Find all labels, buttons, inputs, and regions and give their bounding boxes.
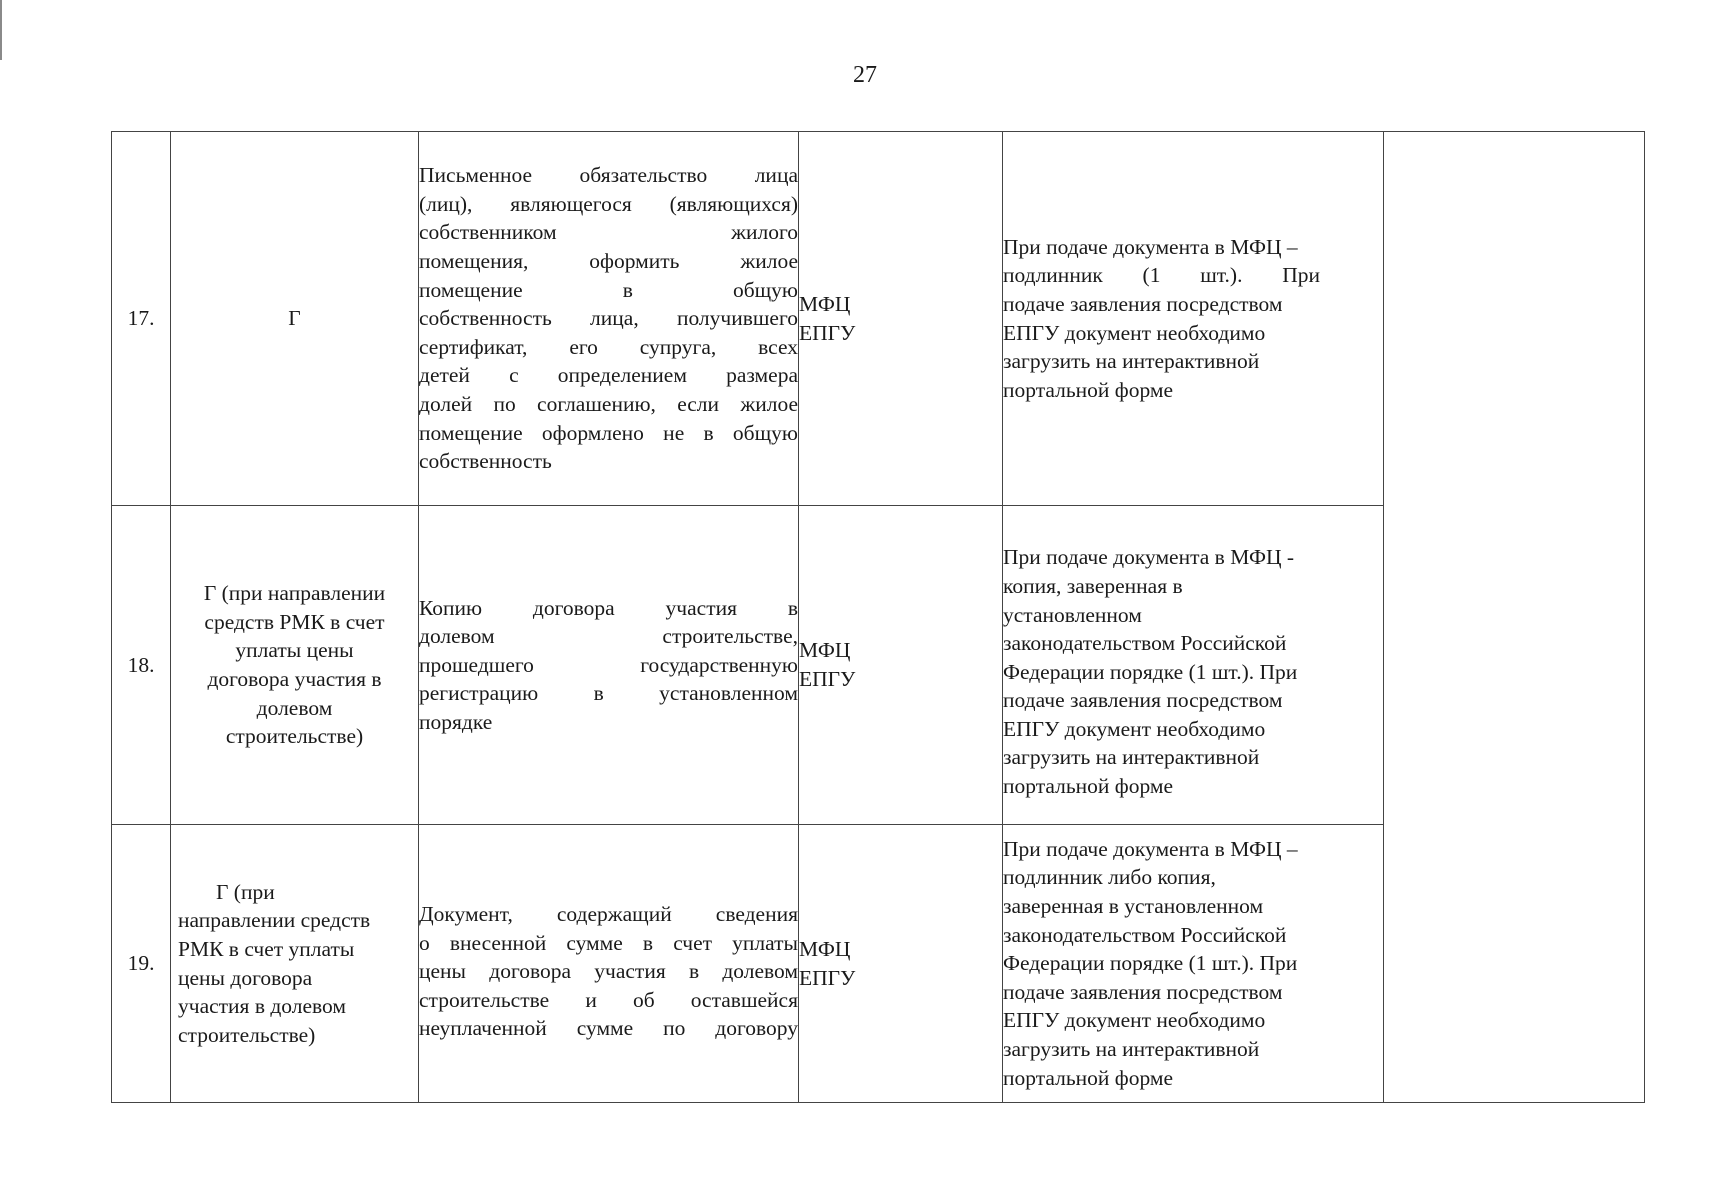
document-line: строительстве и об оставшейся (419, 987, 798, 1012)
submission-channel-cell (799, 825, 1003, 1103)
requirements-line: портальной форме (1003, 774, 1174, 799)
category-cell (171, 506, 419, 825)
requirements-line: ЕПГУ документ необходимо (1003, 1008, 1266, 1033)
submission-channel-cell (799, 132, 1003, 506)
requirements-line: Федерации порядке (1 шт.). При (1003, 659, 1298, 684)
document-description-cell (419, 506, 799, 825)
document-line: о внесенной сумме в счет уплаты (419, 930, 798, 955)
category-line: строительстве) (225, 724, 364, 749)
document-line: Документ, содержащий сведения (419, 902, 798, 927)
document-line: Копию договора участия в (419, 595, 798, 620)
channel-mfc: МФЦ (799, 291, 851, 316)
document-line: долей по соглашению, если жилое (419, 391, 798, 416)
requirements-line: установленном (1003, 602, 1142, 627)
requirements-line: портальной форме (1003, 1065, 1174, 1090)
document-line: помещения, оформить жилое (419, 249, 798, 274)
requirements-cell (1003, 506, 1384, 825)
document-line: помещение в общую (419, 277, 798, 302)
requirements-line: подлинник либо копия, (1003, 865, 1216, 890)
row-number: 17. (112, 132, 171, 506)
category-line: РМК в счет уплаты (178, 936, 355, 961)
category-line: строительстве) (178, 1022, 316, 1047)
category-cell: Г (171, 132, 419, 506)
row-number: 19. (112, 825, 171, 1103)
document-line: собственность лица, получившего (419, 306, 798, 331)
requirements-cell (1003, 825, 1384, 1103)
requirements-line: законодательством Российской (1003, 922, 1287, 947)
category-line: уплаты цены (235, 638, 354, 663)
requirements-line: ЕПГУ документ необходимо (1003, 320, 1266, 345)
document-description-cell (419, 132, 799, 506)
requirements-line: портальной форме (1003, 377, 1174, 402)
document-line: детей с определением размера (419, 363, 798, 388)
category-line: направлении средств (178, 908, 371, 933)
page-number: 27 (853, 62, 877, 88)
document-description-cell (419, 825, 799, 1103)
category-line: Г (при (216, 879, 275, 904)
category-line: Г (при направлении (203, 581, 386, 606)
channel-mfc: МФЦ (799, 638, 851, 663)
category-cell (171, 825, 419, 1103)
channel-epgu: ЕПГУ (799, 667, 856, 691)
document-line: порядке (419, 709, 493, 734)
requirements-line: копия, заверенная в (1003, 573, 1183, 598)
requirements-line: подаче заявления посредством (1003, 979, 1283, 1004)
document-line: прошедшего государственную (419, 652, 798, 677)
requirements-line: подлинник (1 шт.). При (1003, 263, 1320, 288)
table-row-17 (112, 132, 1645, 506)
requirements-line: заверенная в установленном (1003, 894, 1264, 919)
document-line: сертификат, его супруга, всех (419, 334, 798, 359)
requirements-line: загрузить на интерактивной (1003, 1036, 1260, 1061)
channel-mfc: МФЦ (799, 936, 851, 961)
row-number: 18. (112, 506, 171, 825)
document-line: собственником жилого (419, 220, 798, 245)
scan-edge-mark (0, 0, 2, 60)
requirements-line: загрузить на интерактивной (1003, 349, 1260, 374)
requirements-line: подаче заявления посредством (1003, 688, 1283, 713)
document-line: собственность (419, 449, 552, 474)
category-line: договора участия в (207, 667, 382, 691)
category-line: цены договора (178, 965, 313, 990)
document-line: неуплаченной сумме по договору (419, 1016, 798, 1041)
document-line: регистрацию в установленном (419, 681, 798, 706)
category-line: участия в долевом (178, 994, 346, 1019)
documents-table (111, 131, 1645, 1103)
category-line: средств РМК в счет (204, 609, 385, 634)
requirements-line: ЕПГУ документ необходимо (1003, 716, 1266, 741)
requirements-line: При подаче документа в МФЦ – (1003, 836, 1298, 861)
requirements-cell (1003, 132, 1384, 506)
requirements-line: Федерации порядке (1 шт.). При (1003, 951, 1298, 976)
document-line: помещение оформлено не в общую (419, 420, 798, 445)
empty-notes-cell (1384, 132, 1645, 1103)
category-line: долевом (256, 695, 333, 720)
requirements-line: загрузить на интерактивной (1003, 745, 1260, 770)
requirements-line: При подаче документа в МФЦ - (1003, 545, 1295, 570)
document-line: (лиц), являющегося (являющихся) (419, 191, 798, 216)
channel-epgu: ЕПГУ (799, 965, 856, 990)
document-line: долевом строительстве, (419, 624, 798, 649)
submission-channel-cell (799, 506, 1003, 825)
requirements-line: законодательством Российской (1003, 631, 1287, 656)
document-line: Письменное обязательство лица (419, 163, 798, 188)
document-line: цены договора участия в долевом (419, 959, 798, 984)
requirements-line: подаче заявления посредством (1003, 291, 1283, 316)
channel-epgu: ЕПГУ (799, 320, 856, 345)
requirements-line: При подаче документа в МФЦ – (1003, 234, 1298, 259)
